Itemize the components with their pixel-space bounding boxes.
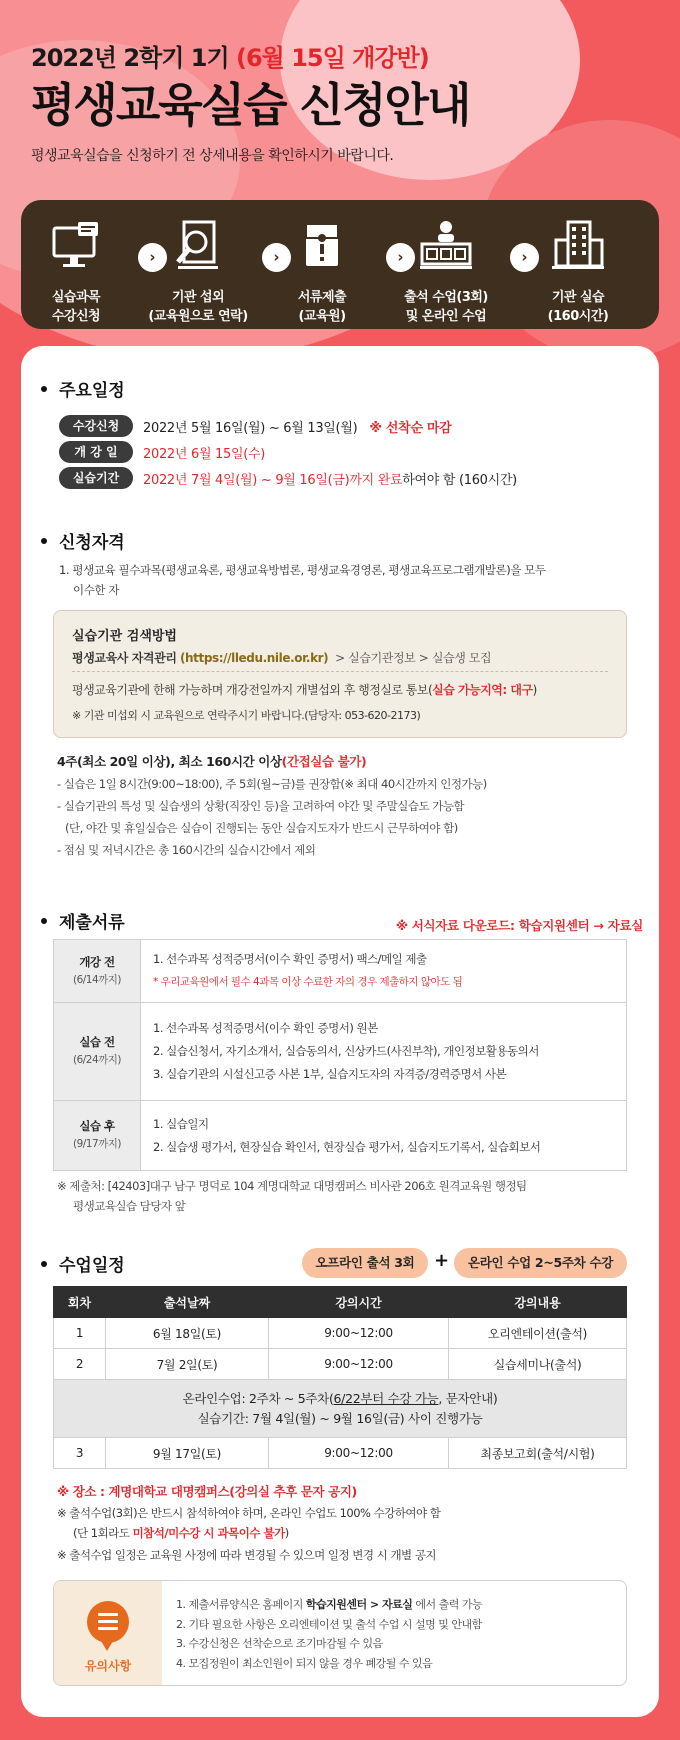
notice-item: 4. 모집정원이 최소인원이 되지 않을 경우 폐강될 수 있음 [176,1656,433,1670]
step-label: 실습과목 [51,290,101,305]
monitor-icon [48,218,104,274]
documents-title: 제출서류 [41,908,125,933]
table-row [54,1003,627,1101]
table-cell: 9:00~12:00 [269,1438,449,1469]
online-text: 온라인수업: 2주차 ~ 5주차( [182,1390,334,1406]
step-sublabel: (160시간) [547,309,609,324]
schedule-row-opening [59,441,265,463]
doc-period: 실습 전 [79,1035,115,1049]
schedule-label: 개 강 일 [59,441,133,463]
step-label: 출석 수업(3회) [404,290,488,305]
notice-list [176,1595,482,1673]
table-cell: 1 [54,1318,106,1349]
chevron-right-icon: › [386,243,415,272]
table-cell: 9:00~12:00 [269,1349,449,1380]
weeks-item: - 실습은 1일 8시간(9:00~18:00), 주 5회(월~금)를 권장함(※ 최대 40시간까지 인정가능) [57,777,487,791]
doc-item: 2. 실습신청서, 자기소개서, 실습동의서, 신상카드(사진부착), 개인정보활용동의서 [153,1044,539,1058]
envelope-icon [294,218,350,274]
download-link[interactable]: ※ 서식자료 다운로드: 학습지원센터 → 자료실 [395,918,643,933]
step-label: 기관 섭외 [171,290,225,305]
schedule-label: 수강신청 [59,415,133,437]
page-title: 평생교육실습 신청안내 [31,78,470,132]
doc-deadline: (6/24까지) [72,1054,122,1066]
step-sublabel: (교육원으로 연락) [148,309,248,324]
doc-row-content [141,1101,627,1171]
online-line: 실습기간: 7월 4일(월) ~ 9월 16일(금) 사이 진행가능 [197,1410,483,1426]
table-cell: 3 [54,1438,106,1469]
doc-deadline: (9/17까지) [72,1138,122,1150]
doc-row-content [141,1003,627,1101]
chevron-right-icon: › [138,243,167,272]
doc-item: 1. 실습일지 [153,1116,209,1131]
search-note: ※ 기관 미섭외 시 교육원으로 연락주시기 바랍니다.(담당자: 053-620-2173) [72,709,421,722]
search-path [72,649,491,666]
weeks-title [57,752,366,770]
schedule-title: 주요일정 [41,376,125,401]
step-attendance-class [391,218,501,326]
notice-item: 3. 수강신청은 선착순으로 조기마감될 수 있음 [176,1637,383,1650]
plus-sign: + [434,1250,450,1271]
process-steps [21,200,659,329]
table-cell: 7월 2일(토) [106,1349,269,1380]
schedule-value: 2022년 5월 16일(월) ~ 6월 13일(월) [143,420,358,436]
page-description: 평생교육실습을 신청하기 전 상세내용을 확인하시기 바랍니다. [31,148,394,164]
table-cell: 실습세미나(출석) [449,1349,627,1380]
doc-row-label [54,940,141,1003]
schedule-value: 2022년 6월 15일(수) [143,446,266,462]
notice-item: 2. 기타 필요한 사항은 오리엔테이션 및 출석 수업 시 설명 및 안내함 [176,1617,482,1631]
class-location: ※ 장소 : 계명대학교 대명캠퍼스(강의실 추후 문자 공지) [57,1484,357,1499]
attendance-note [73,1524,289,1543]
doc-item: 1. 선수과목 성적증명서(이수 확인 증명서) 팩스/메일 제출 [153,952,427,966]
doc-row-label [54,1101,141,1171]
table-cell: 오리엔테이션(출석) [449,1318,627,1349]
column-header: 출석날짜 [106,1287,269,1318]
notice-box [53,1580,627,1686]
step-institution-contact [143,218,253,326]
chevron-right-icon: › [510,243,539,272]
notice-text: 에서 출력 가능 [412,1598,483,1611]
notice-label-area [54,1581,162,1686]
step-label: 서류제출 [297,290,347,305]
qualification-item [59,560,639,600]
attendance-warning: 미참석/미수강 시 과목이수 불가 [132,1526,285,1540]
table-cell: 9월 17일(토) [106,1438,269,1469]
doc-deadline: (6/14까지) [72,973,122,986]
subtitle-term: 2022년 2학기 1기 [31,44,236,72]
weeks-item: (단, 야간 및 휴일실습은 실습이 진행되는 동안 실습지도자가 반드시 근무하여야 함) [65,821,458,835]
table-header-row [54,1287,627,1318]
schedule-value: 2022년 7월 4일(월) ~ 9월 16일(금)까지 완료 [143,472,403,488]
table-cell: 9:00~12:00 [269,1318,449,1349]
schedule-extra: ※ 선착순 마감 [369,420,452,436]
notice-label: 유의사항 [84,1659,132,1673]
submission-address [57,1176,527,1216]
weeks-item: - 점심 및 저녁시간은 총 160시간의 실습시간에서 제외 [57,843,316,857]
building-icon [550,218,606,274]
qualification-line: 이수한 자 [73,583,120,597]
class-schedule-table [53,1286,627,1469]
notice-text: 평생교육기관에 한해 가능하며 개강전일까지 개별섭외 후 행정실로 통보( [72,683,433,697]
attendance-text: ) [284,1526,289,1540]
table-row [54,940,627,1003]
step-label: 기관 실습 [551,290,605,305]
qualification-line: 1. 평생교육 필수과목(평생교육론, 평생교육방법론, 평생교육경영론, 평생교육프로그램개발론)을 모두 [59,563,546,577]
table-cell: 6월 18일(토) [106,1318,269,1349]
doc-period: 실습 후 [79,1119,115,1133]
online-line [54,1389,626,1409]
step-document-submission [267,218,377,326]
online-available-date: 6/22부터 수강 가능 [333,1390,439,1406]
page-subtitle [31,38,469,73]
schedule-row-registration [59,415,451,437]
magnifier-icon [170,218,226,274]
column-header: 회차 [54,1287,106,1318]
notice-bold: 학습지원센터 > 자료실 [305,1598,413,1611]
online-class-info [54,1380,627,1438]
step-sublabel: (교육원) [298,309,346,324]
doc-note: * 우리교육원에서 필수 4과목 이상 수료한 자의 경우 제출하지 않아도 됨 [153,976,463,988]
schedule-label: 실습기간 [59,467,133,489]
doc-period: 개강 전 [79,954,115,969]
divider [72,671,608,672]
address-line: ※ 제출처: [42403]대구 남구 명덕로 104 계명대학교 대명캠퍼스 비사관 206호 원격교육원 행정팀 [57,1179,527,1193]
table-row [54,1101,627,1171]
doc-item: 1. 선수과목 성적증명서(이수 확인 증명서) 원본 [153,1021,378,1035]
online-text: , 문자안내) [438,1390,498,1406]
attendance-text: (단 1회라도 [73,1526,133,1540]
doc-item: 2. 실습생 평가서, 현장실습 확인서, 현장실습 평가서, 실습지도기록서, 실습회보서 [153,1139,541,1154]
doc-row-label [54,1003,141,1101]
step-course-registration [21,218,131,326]
region-text: 실습 가능지역: 대구 [432,683,533,697]
table-row [54,1349,627,1380]
site-label: 평생교육사 자격관리 [72,651,177,665]
page-header [31,38,469,165]
notice-text: ) [532,683,537,697]
weeks-item: - 실습기관의 특성 및 실습생의 상황(직장인 등)을 고려하여 야간 및 주말실습도 가능함 [57,799,465,813]
notice-item [176,1595,482,1615]
attendance-note: ※ 출석수업 일정은 교육원 사정에 따라 변경될 수 있으며 일정 변경 시 개별 공지 [57,1548,437,1562]
doc-item: 3. 실습기관의 시설신고증 사본 1부, 실습지도자의 자격증/경력증명서 사본 [153,1067,507,1081]
attendance-icon [418,218,474,274]
column-header: 강의내용 [449,1287,627,1318]
table-cell: 2 [54,1349,106,1380]
search-method-box [53,610,627,738]
classes-title: 수업일정 [41,1251,125,1276]
online-tag: 온라인 수업 2~5주차 수강 [454,1248,627,1278]
doc-row-content [141,940,627,1003]
table-row [54,1318,627,1349]
weeks-text: 4주(최소 20일 이상), 최소 160시간 이상 [57,754,282,769]
offline-tag: 오프라인 출석 3회 [302,1248,428,1278]
site-path: > 실습기관정보 > 실습생 모집 [335,651,492,665]
table-row [54,1438,627,1469]
step-sublabel: 및 온라인 수업 [405,309,487,324]
qualification-title: 신청자격 [41,528,125,553]
documents-table [53,939,627,1171]
weeks-warning: (간접실습 불가) [281,754,367,769]
site-url-link[interactable]: (https://lledu.nile.or.kr) [179,651,329,665]
search-notice [72,681,537,698]
step-institution-practice [523,218,633,326]
table-row-online [54,1380,627,1438]
notice-text: 1. 제출서류양식은 홈페이지 [176,1598,306,1611]
subtitle-date: (6월 15일 개강반) [236,44,429,72]
table-cell: 최종보고회(출석/시험) [449,1438,627,1469]
step-sublabel: 수강신청 [51,309,101,324]
speech-bubble-icon [87,1601,129,1643]
attendance-note: ※ 출석수업(3회)은 반드시 참석하여야 하며, 온라인 수업도 100% 수강하여야 함 [57,1506,441,1520]
content-card [21,346,659,1717]
chevron-right-icon: › [262,243,291,272]
search-method-title: 실습기관 검색방법 [72,629,177,644]
address-line: 평생교육실습 담당자 앞 [73,1199,186,1213]
schedule-row-practice [59,467,517,489]
column-header: 강의시간 [269,1287,449,1318]
schedule-suffix: 하여야 함 (160시간) [402,472,517,488]
